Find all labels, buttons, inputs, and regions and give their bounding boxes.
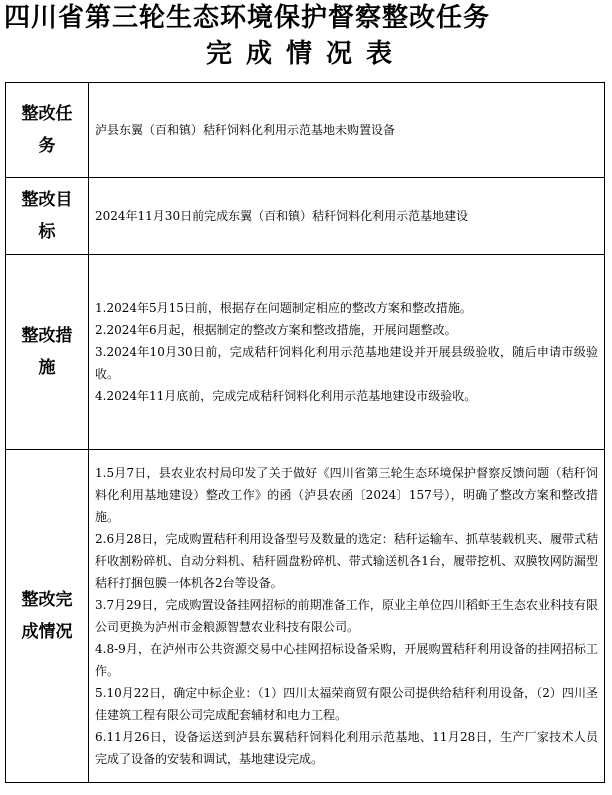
row-label-completion: 整改完成情况 <box>6 450 89 783</box>
content-line: 2.2024年6月起，根据制定的整改方案和整改措施，开展问题整改。 <box>95 323 457 337</box>
content-line: 2.6月28日，完成购置秸秆利用设备型号及数量的选定：秸秆运输车、抓草装载机夹、履带式秸秆收割粉碎机、自动分料机、秸秆圆盘粉碎机、带式输送机各1台，履带挖机、双膜牧网防漏型秸秆打捆包膜一体机各2台等设备。 <box>95 532 598 590</box>
content-line: 1.5月7日，县农业农村局印发了关于做好《四川省第三轮生态环境保护督察反馈问题（秸秆饲料化利用基地建设）整改工作》的函（泸县农函〔2024〕157号），明确了整改方案和整改措施。 <box>95 466 598 524</box>
content-line: 3.7月29日，完成购置设备挂网招标的前期准备工作，原业主单位四川稻虾王生态农业科技有限公司更换为泸州市金粮源智慧农业科技有限公司。 <box>95 598 598 634</box>
row-content-measures <box>89 255 605 450</box>
table-row-task <box>6 83 605 178</box>
document-subtitle: 完成情况表 <box>205 39 406 69</box>
content-line: 6.11月26日，设备运送到泸县东翼秸秆饲料化利用示范基地、11月28日，生产厂家技术人员完成了设备的安装和调试，基地建设完成。 <box>95 730 598 766</box>
content-line: 5.10月22日，确定中标企业：（1）四川太福荣商贸有限公司提供给秸秆利用设备，（2）四川圣佳建筑工程有限公司完成配套辅材和电力工程。 <box>95 686 598 722</box>
content-line: 2024年11月30日前完成东翼（百和镇）秸秆饲料化利用示范基地建设 <box>95 209 469 223</box>
row-content-goal <box>89 178 605 255</box>
document-title: 四川省第三轮生态环境保护督察整改任务 <box>4 3 491 33</box>
content-line: 1.2024年5月15日前，根据存在问题制定相应的整改方案和整改措施。 <box>95 301 472 315</box>
content-line: 泸县东翼（百和镇）秸秆饲料化利用示范基地未购置设备 <box>95 123 396 137</box>
content-line: 3.2024年10月30日前，完成秸秆饲料化利用示范基地建设并开展县级验收，随后申请市级验收。 <box>95 345 598 381</box>
table-row-goal <box>6 178 605 255</box>
row-label-task: 整改任务 <box>6 83 89 178</box>
content-line: 4.2024年11月底前，完成完成秸秆饲料化利用示范基地建设市级验收。 <box>95 389 477 403</box>
content-line: 4.8-9月，在泸州市公共资源交易中心挂网招标设备采购，开展购置秸秆利用设备的挂网招标工作。 <box>95 642 598 678</box>
row-content-task <box>89 83 605 178</box>
row-label-measures: 整改措施 <box>6 255 89 450</box>
report-table <box>5 82 605 783</box>
row-content-completion <box>89 450 605 783</box>
table-row-completion <box>6 450 605 783</box>
row-label-goal: 整改目标 <box>6 178 89 255</box>
table-row-measures <box>6 255 605 450</box>
